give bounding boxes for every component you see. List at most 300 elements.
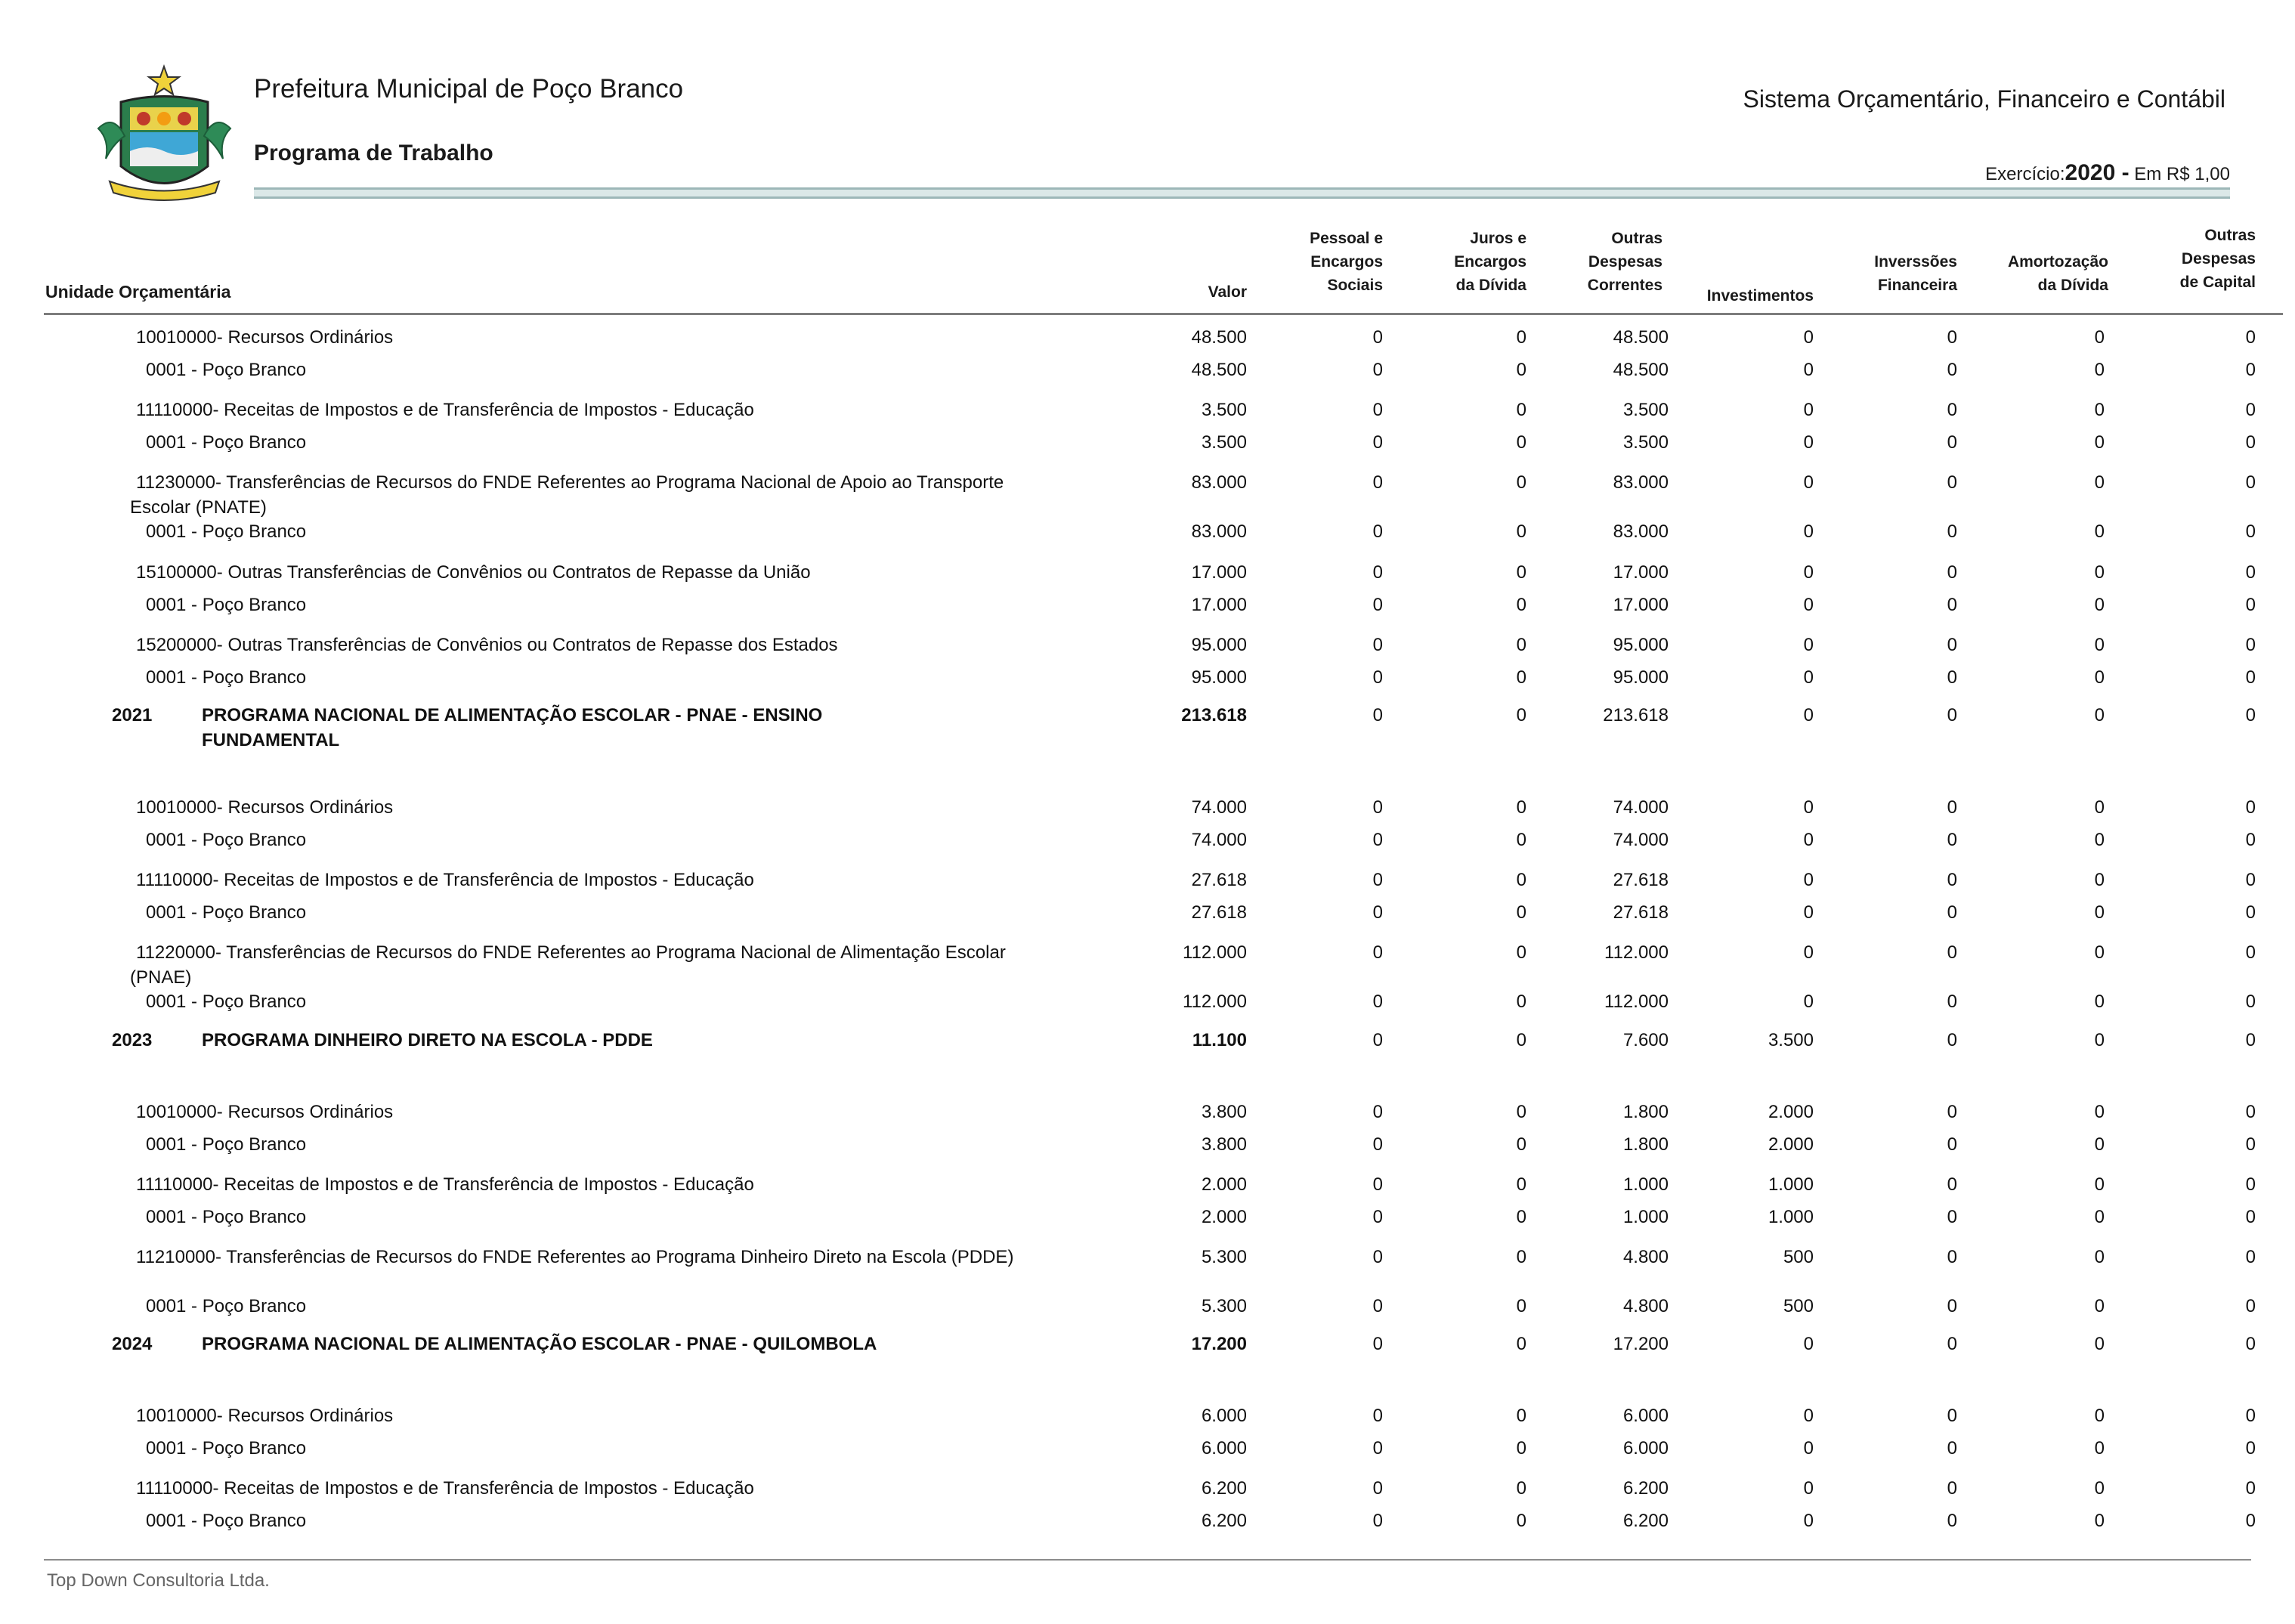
cell-inversoes: 0 xyxy=(1947,797,1957,818)
cell-outras-capital: 0 xyxy=(2245,830,2256,850)
col-outras-correntes-line1: Outras xyxy=(1611,230,1662,247)
cell-investimentos: 0 xyxy=(1803,360,1814,380)
cell-juros: 0 xyxy=(1516,1174,1526,1195)
cell-inversoes: 0 xyxy=(1947,1296,1957,1316)
cell-pessoal: 0 xyxy=(1372,1247,1383,1267)
cell-pessoal: 0 xyxy=(1372,830,1383,850)
cell-outras-capital: 0 xyxy=(2245,472,2256,493)
cell-inversoes: 0 xyxy=(1947,1406,1957,1426)
cell-valor: 83.000 xyxy=(1191,472,1247,493)
unit-label: 0001 - Poço Branco xyxy=(146,667,307,688)
cell-outras-correntes: 48.500 xyxy=(1613,360,1669,380)
cell-outras-capital: 0 xyxy=(2245,942,2256,963)
cell-amortizacao: 0 xyxy=(2094,991,2105,1012)
cell-outras-capital: 0 xyxy=(2245,1030,2256,1050)
unit-label: 0001 - Poço Branco xyxy=(146,360,307,380)
cell-juros: 0 xyxy=(1516,472,1526,493)
report-header xyxy=(0,0,2295,204)
cell-pessoal: 0 xyxy=(1372,1406,1383,1426)
col-outras-capital-line1: Outras xyxy=(2204,227,2256,244)
col-juros xyxy=(1398,227,1526,297)
cell-valor: 17.000 xyxy=(1191,562,1247,583)
cell-outras-capital: 0 xyxy=(2245,327,2256,348)
cell-amortizacao: 0 xyxy=(2094,830,2105,850)
cell-outras-capital: 0 xyxy=(2245,1334,2256,1354)
cell-inversoes: 0 xyxy=(1947,1134,1957,1155)
cell-outras-correntes: 112.000 xyxy=(1604,991,1669,1012)
cell-outras-capital: 0 xyxy=(2245,1438,2256,1459)
cell-inversoes: 0 xyxy=(1947,1207,1957,1227)
cell-inversoes: 0 xyxy=(1947,1030,1957,1050)
cell-amortizacao: 0 xyxy=(2094,942,2105,963)
cell-amortizacao: 0 xyxy=(2094,1174,2105,1195)
cell-amortizacao: 0 xyxy=(2094,1406,2105,1426)
unit-label: 0001 - Poço Branco xyxy=(146,1134,307,1155)
cell-outras-correntes: 48.500 xyxy=(1613,327,1669,348)
col-outras-capital-line3: de Capital xyxy=(2179,274,2256,291)
footer-rule xyxy=(44,1559,2251,1561)
resource-label: 11220000- Transferências de Recursos do FNDE Referentes ao Programa Nacional de Alimentação Escolar (PNAE) xyxy=(130,942,1006,988)
cell-valor: 213.618 xyxy=(1181,705,1247,725)
cell-amortizacao: 0 xyxy=(2094,562,2105,583)
cell-investimentos: 0 xyxy=(1803,400,1814,420)
cell-valor: 11.100 xyxy=(1192,1030,1247,1050)
cell-investimentos: 0 xyxy=(1803,902,1814,923)
cell-amortizacao: 0 xyxy=(2094,1478,2105,1499)
report-title: Programa de Trabalho xyxy=(254,141,493,165)
cell-pessoal: 0 xyxy=(1372,635,1383,655)
col-unidade: Unidade Orçamentária xyxy=(45,282,231,302)
cell-investimentos: 0 xyxy=(1803,327,1814,348)
cell-inversoes: 0 xyxy=(1947,521,1957,542)
cell-investimentos: 2.000 xyxy=(1768,1102,1814,1122)
cell-amortizacao: 0 xyxy=(2094,1511,2105,1531)
cell-inversoes: 0 xyxy=(1947,432,1957,453)
cell-investimentos: 0 xyxy=(1803,562,1814,583)
cell-investimentos: 0 xyxy=(1803,1478,1814,1499)
col-valor: Valor xyxy=(1208,283,1247,301)
cell-outras-correntes: 3.500 xyxy=(1622,400,1669,420)
cell-outras-correntes: 1.800 xyxy=(1622,1134,1669,1155)
resource-label: 15100000- Outras Transferências de Convênios ou Contratos de Repasse da União xyxy=(136,562,811,583)
header-rule xyxy=(44,313,2283,315)
col-investimentos: Investimentos xyxy=(1706,287,1814,305)
exercise-info xyxy=(1985,160,2230,186)
cell-juros: 0 xyxy=(1516,1511,1526,1531)
resource-label: 11110000- Receitas de Impostos e de Transferência de Impostos - Educação xyxy=(136,870,754,890)
cell-valor: 3.500 xyxy=(1201,432,1247,453)
exercise-label: Exercício: xyxy=(1985,164,2065,184)
cell-valor: 2.000 xyxy=(1201,1207,1247,1227)
cell-juros: 0 xyxy=(1516,1247,1526,1267)
cell-outras-correntes: 213.618 xyxy=(1603,705,1669,725)
cell-investimentos: 0 xyxy=(1803,635,1814,655)
header-divider xyxy=(254,187,2230,199)
cell-investimentos: 1.000 xyxy=(1768,1207,1814,1227)
cell-inversoes: 0 xyxy=(1947,327,1957,348)
cell-pessoal: 0 xyxy=(1372,360,1383,380)
cell-pessoal: 0 xyxy=(1372,1102,1383,1122)
cell-outras-capital: 0 xyxy=(2245,400,2256,420)
cell-investimentos: 0 xyxy=(1803,797,1814,818)
col-pessoal-line2: Encargos xyxy=(1310,253,1383,271)
cell-inversoes: 0 xyxy=(1947,942,1957,963)
cell-pessoal: 0 xyxy=(1372,1438,1383,1459)
cell-outras-capital: 0 xyxy=(2245,1296,2256,1316)
cell-outras-capital: 0 xyxy=(2245,902,2256,923)
cell-amortizacao: 0 xyxy=(2094,360,2105,380)
cell-pessoal: 0 xyxy=(1372,1134,1383,1155)
cell-amortizacao: 0 xyxy=(2094,472,2105,493)
col-juros-line1: Juros e xyxy=(1470,230,1526,247)
cell-investimentos: 2.000 xyxy=(1768,1134,1814,1155)
cell-investimentos: 0 xyxy=(1803,432,1814,453)
cell-outras-correntes: 4.800 xyxy=(1622,1247,1669,1267)
cell-pessoal: 0 xyxy=(1372,1511,1383,1531)
col-amortizacao-line2: da Dívida xyxy=(2037,277,2108,294)
cell-outras-correntes: 17.000 xyxy=(1613,595,1669,615)
cell-juros: 0 xyxy=(1516,521,1526,542)
cell-outras-capital: 0 xyxy=(2245,1478,2256,1499)
cell-valor: 3.500 xyxy=(1201,400,1247,420)
cell-juros: 0 xyxy=(1516,942,1526,963)
cell-outras-capital: 0 xyxy=(2245,870,2256,890)
col-pessoal-line1: Pessoal e xyxy=(1310,230,1383,247)
cell-outras-correntes: 1.800 xyxy=(1622,1102,1669,1122)
cell-outras-correntes: 112.000 xyxy=(1604,942,1669,963)
cell-amortizacao: 0 xyxy=(2094,432,2105,453)
resource-label: 10010000- Recursos Ordinários xyxy=(136,1406,394,1426)
cell-juros: 0 xyxy=(1516,830,1526,850)
cell-amortizacao: 0 xyxy=(2094,705,2105,725)
cell-amortizacao: 0 xyxy=(2094,400,2105,420)
cell-investimentos: 0 xyxy=(1803,1406,1814,1426)
col-inversoes-line2: Financeira xyxy=(1877,277,1957,294)
cell-juros: 0 xyxy=(1516,667,1526,688)
cell-inversoes: 0 xyxy=(1947,360,1957,380)
col-juros-line3: da Dívida xyxy=(1455,277,1526,294)
cell-valor: 95.000 xyxy=(1191,667,1247,688)
cell-valor: 3.800 xyxy=(1201,1134,1247,1155)
cell-valor: 5.300 xyxy=(1201,1296,1247,1316)
resource-label: 10010000- Recursos Ordinários xyxy=(136,1102,394,1122)
cell-outras-capital: 0 xyxy=(2245,1511,2256,1531)
cell-outras-correntes: 3.500 xyxy=(1622,432,1669,453)
cell-pessoal: 0 xyxy=(1372,942,1383,963)
cell-inversoes: 0 xyxy=(1947,830,1957,850)
cell-inversoes: 0 xyxy=(1947,1247,1957,1267)
cell-outras-capital: 0 xyxy=(2245,1207,2256,1227)
cell-inversoes: 0 xyxy=(1947,870,1957,890)
cell-juros: 0 xyxy=(1516,1207,1526,1227)
cell-investimentos: 0 xyxy=(1803,667,1814,688)
resource-label: 11110000- Receitas de Impostos e de Transferência de Impostos - Educação xyxy=(136,400,754,420)
cell-valor: 3.800 xyxy=(1201,1102,1247,1122)
cell-amortizacao: 0 xyxy=(2094,667,2105,688)
cell-valor: 17.200 xyxy=(1191,1334,1247,1354)
cell-amortizacao: 0 xyxy=(2094,1102,2105,1122)
cell-valor: 27.618 xyxy=(1191,870,1247,890)
cell-juros: 0 xyxy=(1516,1102,1526,1122)
cell-juros: 0 xyxy=(1516,595,1526,615)
cell-investimentos: 0 xyxy=(1803,1511,1814,1531)
resource-label: 11110000- Receitas de Impostos e de Transferência de Impostos - Educação xyxy=(136,1478,754,1499)
cell-valor: 17.000 xyxy=(1191,595,1247,615)
resource-label: 10010000- Recursos Ordinários xyxy=(136,327,394,348)
cell-juros: 0 xyxy=(1516,1296,1526,1316)
cell-outras-correntes: 4.800 xyxy=(1622,1296,1669,1316)
col-outras-capital xyxy=(2116,224,2256,294)
program-name: PROGRAMA DINHEIRO DIRETO NA ESCOLA - PDDE xyxy=(202,1030,653,1050)
unit-label: 0001 - Poço Branco xyxy=(146,521,307,542)
cell-outras-correntes: 83.000 xyxy=(1613,521,1669,542)
cell-inversoes: 0 xyxy=(1947,562,1957,583)
cell-juros: 0 xyxy=(1516,705,1526,725)
cell-amortizacao: 0 xyxy=(2094,870,2105,890)
currency-label: Em R$ 1,00 xyxy=(2134,164,2230,184)
cell-inversoes: 0 xyxy=(1947,1511,1957,1531)
col-pessoal xyxy=(1254,227,1383,297)
cell-pessoal: 0 xyxy=(1372,705,1383,725)
cell-valor: 5.300 xyxy=(1201,1247,1247,1267)
cell-investimentos: 0 xyxy=(1803,991,1814,1012)
cell-outras-capital: 0 xyxy=(2245,705,2256,725)
cell-valor: 112.000 xyxy=(1183,942,1247,963)
col-outras-correntes-line3: Correntes xyxy=(1587,277,1662,294)
cell-outras-capital: 0 xyxy=(2245,1247,2256,1267)
cell-amortizacao: 0 xyxy=(2094,635,2105,655)
cell-valor: 6.000 xyxy=(1201,1438,1247,1459)
cell-amortizacao: 0 xyxy=(2094,1207,2105,1227)
cell-amortizacao: 0 xyxy=(2094,1134,2105,1155)
cell-outras-correntes: 95.000 xyxy=(1613,667,1669,688)
cell-juros: 0 xyxy=(1516,870,1526,890)
program-name: PROGRAMA NACIONAL DE ALIMENTAÇÃO ESCOLAR - PNAE - QUILOMBOLA xyxy=(202,1334,877,1354)
cell-investimentos: 3.500 xyxy=(1768,1030,1814,1050)
cell-valor: 48.500 xyxy=(1191,360,1247,380)
cell-investimentos: 0 xyxy=(1803,1334,1814,1354)
cell-juros: 0 xyxy=(1516,400,1526,420)
cell-outras-capital: 0 xyxy=(2245,595,2256,615)
cell-valor: 27.618 xyxy=(1191,902,1247,923)
cell-valor: 2.000 xyxy=(1201,1174,1247,1195)
footer-company: Top Down Consultoria Ltda. xyxy=(47,1570,270,1591)
cell-inversoes: 0 xyxy=(1947,1334,1957,1354)
program-code: 2024 xyxy=(112,1334,153,1354)
cell-outras-correntes: 6.000 xyxy=(1622,1438,1669,1459)
cell-pessoal: 0 xyxy=(1372,991,1383,1012)
cell-investimentos: 0 xyxy=(1803,830,1814,850)
cell-juros: 0 xyxy=(1516,1134,1526,1155)
col-outras-capital-line2: Despesas xyxy=(2181,250,2256,268)
cell-pessoal: 0 xyxy=(1372,667,1383,688)
municipal-coat-of-arms-logo xyxy=(83,60,246,208)
cell-valor: 95.000 xyxy=(1191,635,1247,655)
cell-valor: 6.000 xyxy=(1201,1406,1247,1426)
cell-investimentos: 1.000 xyxy=(1768,1174,1814,1195)
cell-pessoal: 0 xyxy=(1372,432,1383,453)
cell-pessoal: 0 xyxy=(1372,327,1383,348)
unit-label: 0001 - Poço Branco xyxy=(146,830,307,850)
cell-investimentos: 500 xyxy=(1783,1296,1814,1316)
cell-valor: 83.000 xyxy=(1191,521,1247,542)
cell-outras-capital: 0 xyxy=(2245,667,2256,688)
cell-outras-capital: 0 xyxy=(2245,991,2256,1012)
cell-juros: 0 xyxy=(1516,635,1526,655)
cell-investimentos: 0 xyxy=(1803,521,1814,542)
cell-investimentos: 0 xyxy=(1803,870,1814,890)
col-amortizacao-line1: Amortozação xyxy=(2007,253,2108,271)
cell-outras-correntes: 27.618 xyxy=(1613,902,1669,923)
cell-investimentos: 0 xyxy=(1803,472,1814,493)
resource-label: 11110000- Receitas de Impostos e de Transferência de Impostos - Educação xyxy=(136,1174,754,1195)
cell-outras-correntes: 6.200 xyxy=(1622,1478,1669,1499)
cell-juros: 0 xyxy=(1516,797,1526,818)
col-inversoes xyxy=(1821,250,1957,297)
cell-inversoes: 0 xyxy=(1947,635,1957,655)
col-outras-correntes xyxy=(1534,227,1662,297)
cell-pessoal: 0 xyxy=(1372,902,1383,923)
cell-juros: 0 xyxy=(1516,991,1526,1012)
unit-label: 0001 - Poço Branco xyxy=(146,1207,307,1227)
resource-label: 11230000- Transferências de Recursos do FNDE Referentes ao Programa Nacional de Apoio ao Transporte Escolar (PNATE) xyxy=(130,472,1004,518)
cell-outras-capital: 0 xyxy=(2245,797,2256,818)
col-pessoal-line3: Sociais xyxy=(1327,277,1383,294)
cell-outras-capital: 0 xyxy=(2245,562,2256,583)
program-code: 2021 xyxy=(112,705,153,725)
program-name: PROGRAMA NACIONAL DE ALIMENTAÇÃO ESCOLAR - PNAE - ENSINO FUNDAMENTAL xyxy=(202,705,823,750)
cell-valor: 6.200 xyxy=(1201,1478,1247,1499)
cell-pessoal: 0 xyxy=(1372,400,1383,420)
cell-inversoes: 0 xyxy=(1947,1478,1957,1499)
cell-amortizacao: 0 xyxy=(2094,327,2105,348)
cell-inversoes: 0 xyxy=(1947,667,1957,688)
unit-label: 0001 - Poço Branco xyxy=(146,432,307,453)
cell-outras-capital: 0 xyxy=(2245,521,2256,542)
cell-juros: 0 xyxy=(1516,360,1526,380)
cell-pessoal: 0 xyxy=(1372,870,1383,890)
cell-inversoes: 0 xyxy=(1947,400,1957,420)
cell-juros: 0 xyxy=(1516,1030,1526,1050)
cell-outras-correntes: 7.600 xyxy=(1622,1030,1669,1050)
cell-investimentos: 0 xyxy=(1803,942,1814,963)
cell-outras-correntes: 74.000 xyxy=(1613,830,1669,850)
cell-outras-capital: 0 xyxy=(2245,360,2256,380)
resource-label: 15200000- Outras Transferências de Convênios ou Contratos de Repasse dos Estados xyxy=(136,635,838,655)
cell-pessoal: 0 xyxy=(1372,1174,1383,1195)
cell-outras-capital: 0 xyxy=(2245,1174,2256,1195)
cell-pessoal: 0 xyxy=(1372,472,1383,493)
cell-amortizacao: 0 xyxy=(2094,1438,2105,1459)
cell-juros: 0 xyxy=(1516,1406,1526,1426)
cell-valor: 48.500 xyxy=(1191,327,1247,348)
cell-amortizacao: 0 xyxy=(2094,797,2105,818)
cell-pessoal: 0 xyxy=(1372,521,1383,542)
cell-outras-capital: 0 xyxy=(2245,1134,2256,1155)
cell-amortizacao: 0 xyxy=(2094,1296,2105,1316)
unit-label: 0001 - Poço Branco xyxy=(146,1296,307,1316)
cell-valor: 6.200 xyxy=(1201,1511,1247,1531)
cell-outras-correntes: 6.000 xyxy=(1622,1406,1669,1426)
cell-pessoal: 0 xyxy=(1372,1296,1383,1316)
cell-outras-correntes: 17.000 xyxy=(1613,562,1669,583)
cell-inversoes: 0 xyxy=(1947,472,1957,493)
cell-pessoal: 0 xyxy=(1372,595,1383,615)
cell-outras-capital: 0 xyxy=(2245,1406,2256,1426)
cell-outras-correntes: 6.200 xyxy=(1622,1511,1669,1531)
cell-amortizacao: 0 xyxy=(2094,1030,2105,1050)
cell-outras-capital: 0 xyxy=(2245,432,2256,453)
cell-juros: 0 xyxy=(1516,1334,1526,1354)
cell-inversoes: 0 xyxy=(1947,1102,1957,1122)
cell-valor: 74.000 xyxy=(1191,830,1247,850)
unit-label: 0001 - Poço Branco xyxy=(146,1511,307,1531)
cell-investimentos: 0 xyxy=(1803,595,1814,615)
cell-amortizacao: 0 xyxy=(2094,1334,2105,1354)
cell-outras-correntes: 17.200 xyxy=(1613,1334,1669,1354)
cell-inversoes: 0 xyxy=(1947,991,1957,1012)
cell-inversoes: 0 xyxy=(1947,705,1957,725)
cell-amortizacao: 0 xyxy=(2094,902,2105,923)
cell-juros: 0 xyxy=(1516,1478,1526,1499)
cell-pessoal: 0 xyxy=(1372,1478,1383,1499)
cell-outras-capital: 0 xyxy=(2245,1102,2256,1122)
resource-label: 10010000- Recursos Ordinários xyxy=(136,797,394,818)
col-inversoes-line1: Inverssões xyxy=(1874,253,1957,271)
cell-outras-correntes: 27.618 xyxy=(1613,870,1669,890)
cell-outras-correntes: 95.000 xyxy=(1613,635,1669,655)
system-name: Sistema Orçamentário, Financeiro e Contábil xyxy=(1743,85,2225,113)
cell-outras-correntes: 1.000 xyxy=(1622,1174,1669,1195)
cell-investimentos: 500 xyxy=(1783,1247,1814,1267)
cell-pessoal: 0 xyxy=(1372,1207,1383,1227)
program-code: 2023 xyxy=(112,1030,153,1050)
cell-valor: 112.000 xyxy=(1183,991,1247,1012)
cell-juros: 0 xyxy=(1516,1438,1526,1459)
cell-juros: 0 xyxy=(1516,902,1526,923)
unit-label: 0001 - Poço Branco xyxy=(146,595,307,615)
cell-valor: 74.000 xyxy=(1191,797,1247,818)
cell-investimentos: 0 xyxy=(1803,705,1814,725)
cell-pessoal: 0 xyxy=(1372,1334,1383,1354)
cell-inversoes: 0 xyxy=(1947,902,1957,923)
unit-label: 0001 - Poço Branco xyxy=(146,991,307,1012)
cell-pessoal: 0 xyxy=(1372,562,1383,583)
cell-outras-capital: 0 xyxy=(2245,635,2256,655)
col-outras-correntes-line2: Despesas xyxy=(1588,253,1662,271)
municipality-name: Prefeitura Municipal de Poço Branco xyxy=(254,74,684,104)
cell-juros: 0 xyxy=(1516,432,1526,453)
cell-investimentos: 0 xyxy=(1803,1438,1814,1459)
cell-amortizacao: 0 xyxy=(2094,595,2105,615)
col-juros-line2: Encargos xyxy=(1454,253,1526,271)
col-amortizacao xyxy=(1965,250,2108,297)
cell-inversoes: 0 xyxy=(1947,1174,1957,1195)
resource-label: 11210000- Transferências de Recursos do FNDE Referentes ao Programa Dinheiro Direto na Escola (PDDE) xyxy=(136,1247,1014,1267)
unit-label: 0001 - Poço Branco xyxy=(146,1438,307,1459)
cell-amortizacao: 0 xyxy=(2094,1247,2105,1267)
cell-inversoes: 0 xyxy=(1947,595,1957,615)
cell-juros: 0 xyxy=(1516,562,1526,583)
cell-juros: 0 xyxy=(1516,327,1526,348)
unit-label: 0001 - Poço Branco xyxy=(146,902,307,923)
cell-pessoal: 0 xyxy=(1372,797,1383,818)
cell-pessoal: 0 xyxy=(1372,1030,1383,1050)
cell-amortizacao: 0 xyxy=(2094,521,2105,542)
cell-outras-correntes: 74.000 xyxy=(1613,797,1669,818)
cell-outras-correntes: 83.000 xyxy=(1613,472,1669,493)
cell-inversoes: 0 xyxy=(1947,1438,1957,1459)
